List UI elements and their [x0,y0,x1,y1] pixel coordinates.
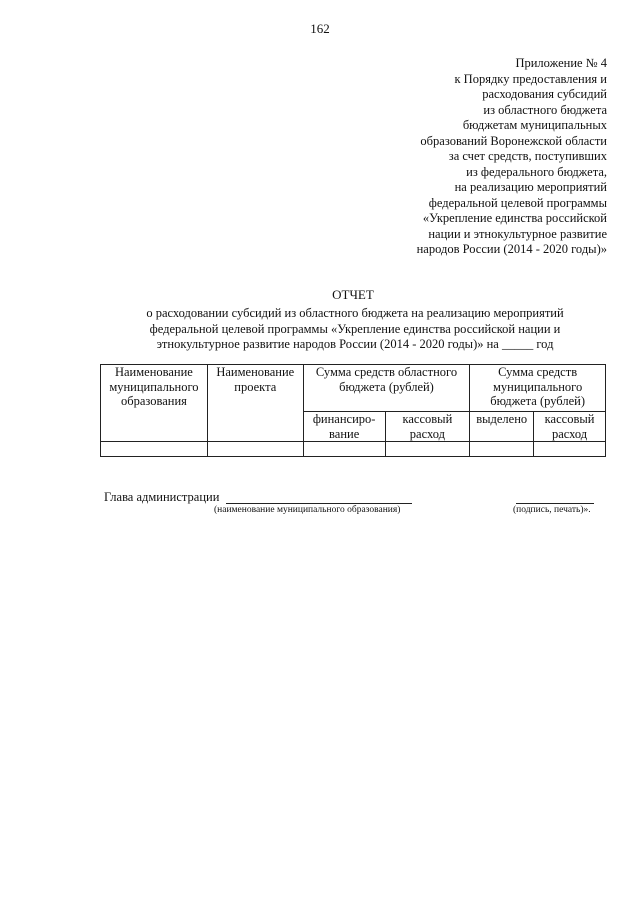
signature-block [104,490,624,530]
header-project: Наименование проекта [207,365,303,442]
signature-line [516,503,594,504]
report-subtitle-line: о расходовании субсидий из областного бюджета на реализацию мероприятий [146,306,564,320]
page-number: 162 [310,21,330,36]
appendix-line: народов России (2014 - 2020 годы)» [416,242,607,256]
appendix-line: за счет средств, поступивших [448,149,607,163]
report-table [100,364,606,457]
report-subtitle-line: федеральной целевой программы «Укрепление единства российской нации и [149,321,561,336]
subheader-cash-expense-regional: кассовый расход [385,412,470,442]
appendix-line: федеральной целевой программы [428,195,607,210]
signature-caption: (подпись, печать)». [513,505,591,515]
appendix-line: «Укрепление единства российской [422,211,607,225]
table-row [101,442,606,457]
appendix-line: расходования субсидий [482,87,607,101]
table-cell [470,442,534,457]
appendix-line: на реализацию мероприятий [454,180,607,194]
appendix-line: бюджетам муниципальных [462,118,607,132]
table-cell [101,442,208,457]
header-municipal-budget: Сумма средств муниципального бюджета (рублей) [470,365,606,412]
appendix-line: Приложение № 4 [515,56,607,70]
table-cell [207,442,303,457]
report-title: ОТЧЕТ [332,287,374,302]
appendix-line: из федерального бюджета, [466,164,607,179]
appendix-line: к Порядку предоставления и [454,71,607,86]
appendix-header [357,56,607,258]
table-cell [303,442,385,457]
header-municipality: Наименование муниципального образования [101,365,208,442]
subheader-allocated: выделено [470,412,534,442]
report-subtitle-line: этнокультурное развитие народов России (2014 - 2020 годы)» на _____ год [156,337,554,351]
appendix-line: образований Воронежской области [420,133,607,148]
subheader-financing: финансиро-вание [303,412,385,442]
subheader-cash-expense-municipal: кассовый расход [534,412,606,442]
report-subtitle [90,306,620,353]
table-cell [385,442,470,457]
municipality-name-line [226,503,412,504]
header-regional-budget: Сумма средств областного бюджета (рублей) [303,365,470,412]
municipality-name-caption: (наименование муниципального образования) [214,505,401,515]
signature-label: Глава администрации [104,490,220,504]
table-cell [534,442,606,457]
appendix-line: из областного бюджета [483,102,607,117]
appendix-line: нации и этнокультурное развитие [428,226,607,241]
